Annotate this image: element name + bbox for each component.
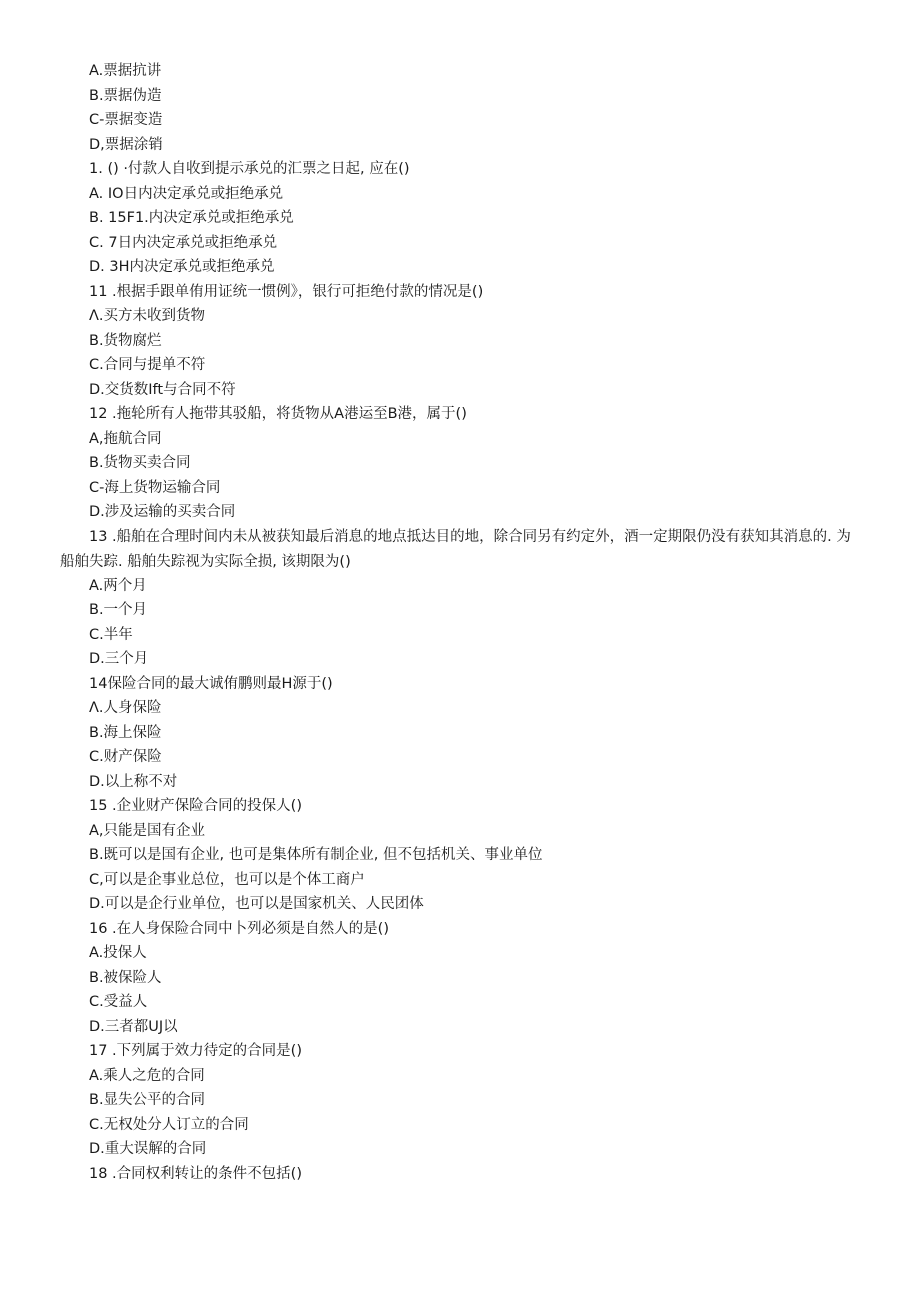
option-line: B. 15F1.内决定承兑或拒绝承兑 bbox=[89, 210, 294, 226]
option-line: C,可以是企事业总位，也可以是个体工商户 bbox=[89, 872, 365, 888]
question-line: 18 .合同权利转让的条件不包括() bbox=[89, 1166, 302, 1182]
option-line: D.重大误解的合同 bbox=[89, 1141, 207, 1157]
option-line: B.货物腐烂 bbox=[89, 333, 162, 349]
option-line: B.被保险人 bbox=[89, 970, 162, 986]
question-13-paragraph: 13 .船舶在合理时间内未从被获知最后消息的地点抵达目的地，除合同另有约定外，酒一定期限仍没有获知其消息的. 为船舶失踪. 船舶失踪视为实际全损, 该期限为() bbox=[60, 529, 851, 570]
option-line: B.显失公平的合同 bbox=[89, 1092, 206, 1108]
option-line: A.投保人 bbox=[89, 945, 147, 961]
option-line: C.半年 bbox=[89, 627, 133, 643]
question-line: 1. () ·付款人自收到提示承兑的汇票之日起, 应在() bbox=[89, 161, 410, 177]
option-line: B.票据伪造 bbox=[89, 88, 162, 104]
option-line: D.涉及运输的买卖合同 bbox=[89, 504, 236, 520]
option-line: B.一个月 bbox=[89, 602, 148, 618]
option-line: A.乘人之危的合同 bbox=[89, 1068, 205, 1084]
option-line: D.交货数Ift与合同不符 bbox=[89, 382, 236, 398]
question-line: 12 .拖轮所有人拖带其驳船，将货物从A港运至B港，属于() bbox=[89, 406, 467, 422]
question-line: 16 .在人身保险合同中卜列必须是自然人的是() bbox=[89, 921, 389, 937]
option-line: A,只能是国有企业 bbox=[89, 823, 206, 839]
option-line: A.两个月 bbox=[89, 578, 147, 594]
option-line: D.三者都UJ以 bbox=[89, 1019, 178, 1035]
option-line: C.受益人 bbox=[89, 994, 148, 1010]
option-line: B.海上保险 bbox=[89, 725, 162, 741]
option-line: Λ.买方未收到货物 bbox=[89, 308, 206, 324]
option-line: C.无权处分人订立的合同 bbox=[89, 1117, 249, 1133]
option-line: C-海上货物运输合同 bbox=[89, 480, 221, 496]
option-line: D.以上称不对 bbox=[89, 774, 178, 790]
question-line: 15 .企业财产保险合同的投保人() bbox=[89, 798, 302, 814]
option-line: C.财产保险 bbox=[89, 749, 162, 765]
option-line: A. IO日内决定承兑或拒绝承兑 bbox=[89, 186, 284, 202]
question-line: 11 .根据手跟单侑用证统一惯例》，银行可拒绝付款的情况是() bbox=[89, 284, 484, 300]
option-line: A,拖航合同 bbox=[89, 431, 162, 447]
option-line: C.合同与提单不符 bbox=[89, 357, 206, 373]
option-line: B.货物买卖合同 bbox=[89, 455, 191, 471]
option-line: D.可以是企行业单位，也可以是国家机关、人民团体 bbox=[89, 896, 424, 912]
question-line: 14保险合同的最大诚侑鹏则最H源于() bbox=[89, 676, 333, 692]
option-line: D.三个月 bbox=[89, 651, 149, 667]
option-line: B.既可以是国有企业, 也可是集体所有制企业, 但不包括机关、事业单位 bbox=[89, 847, 543, 863]
option-line: D. 3H内决定承兑或拒绝承兑 bbox=[89, 259, 275, 275]
question-line: 17 .下列属于效力待定的合同是() bbox=[89, 1043, 302, 1059]
option-line: Λ.人身保险 bbox=[89, 700, 162, 716]
option-line: D,票据涂销 bbox=[89, 137, 163, 153]
option-line: C. 7日内决定承兑或拒绝承兑 bbox=[89, 235, 278, 251]
option-line: A.票据抗讲 bbox=[89, 63, 162, 79]
option-line: C-票据变造 bbox=[89, 112, 163, 128]
